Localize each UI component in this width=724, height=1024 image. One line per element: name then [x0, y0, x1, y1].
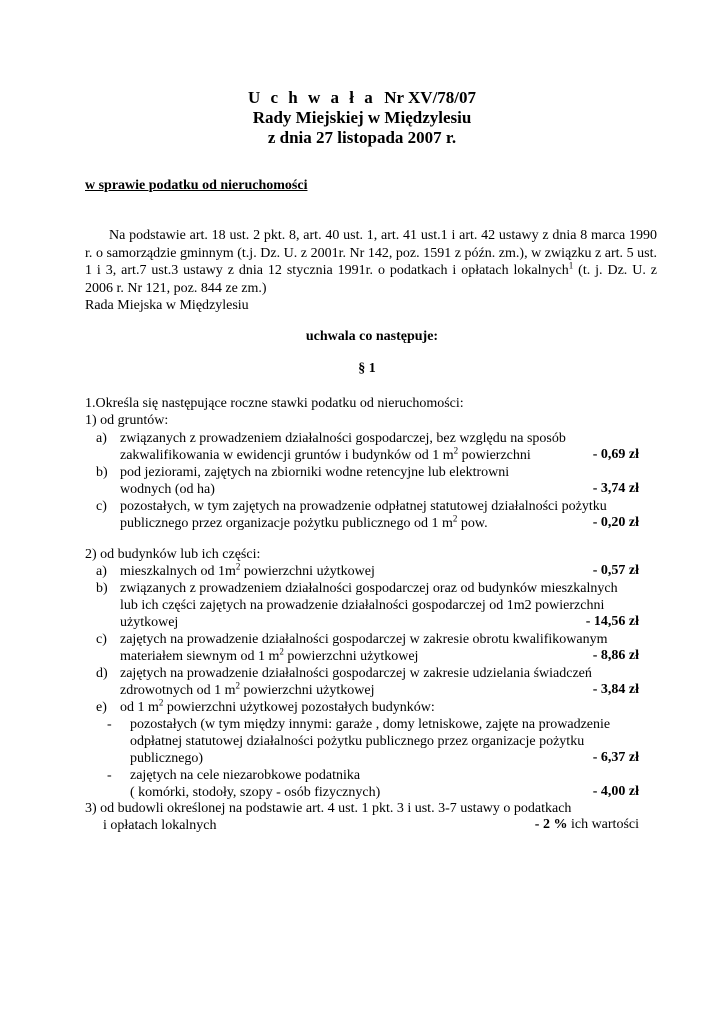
buildings-a-marker: a): [96, 564, 107, 579]
footnote-mark: 1: [568, 260, 574, 271]
resolution-number: Nr XV/78/07: [384, 88, 477, 107]
resolution-date: z dnia 27 listopada 2007 r.: [267, 128, 457, 147]
buildings-c-amount: - 8,86 zł: [592, 648, 639, 663]
buildings-b-amount: - 14,56 zł: [585, 614, 639, 629]
buildings-c-text: materiałem siewnym od 1 m: [120, 649, 280, 664]
buildings-e1-line1: pozostałych (w tym między innymi: garaże , domy letniskowe, zajęte na prowadzenie: [130, 717, 611, 732]
land-c-sup: 2: [452, 513, 458, 524]
buildings-d-line1: zajętych na prowadzenie działalności gospodarczej w zakresie udzielania świadczeń: [120, 666, 592, 681]
land-c-line2-text: publicznego przez organizacje pożytku publicznego od 1 m: [120, 516, 453, 531]
resolves-heading: uchwala co następuje:: [305, 329, 439, 344]
land-a-sup: 2: [453, 445, 459, 456]
council-line: Rada Miejska w Międzylesiu: [85, 298, 249, 313]
buildings-e-line1: [120, 699, 435, 716]
land-a-line2-text: zakwalifikowania w ewidencji gruntów i budynków od 1 m: [120, 448, 454, 463]
buildings-c-tail: powierzchni użytkowej: [283, 649, 419, 664]
land-heading: 1) od gruntów:: [85, 413, 169, 428]
buildings-a-line1: [120, 563, 375, 580]
buildings-c-sup: 2: [279, 646, 284, 657]
resolution-title: [0, 88, 724, 108]
land-b-line2: wodnych (od ha): [120, 482, 215, 497]
buildings-e-tail: powierzchni użytkowej pozostałych budynków:: [163, 700, 435, 715]
buildings-e-sup: 2: [158, 697, 164, 708]
buildings-a-sup: 2: [235, 561, 241, 572]
buildings-c-marker: c): [96, 632, 107, 647]
buildings-d-sup: 2: [235, 680, 240, 691]
preamble-text-tail: (t. j. Dz. U. z 2006 r. Nr 121, poz. 844 ze zm.): [85, 263, 657, 296]
buildings-e1-line3: publicznego): [130, 751, 204, 766]
land-b-line1: pod jeziorami, zajętych na zbiorniki wodne retencyjne lub elektrowni: [120, 465, 510, 480]
buildings-d-marker: d): [96, 666, 108, 681]
buildings-b-marker: b): [96, 581, 108, 596]
buildings-a-amount: - 0,57 zł: [592, 563, 639, 578]
structures-rate: - 2 %: [534, 817, 568, 832]
structures-rate-tail: ich wartości: [567, 817, 639, 832]
buildings-e2-line1: zajętych na cele niezarobkowe podatnika: [130, 768, 361, 783]
preamble-paragraph: [85, 227, 657, 297]
land-c-amount: - 0,20 zł: [592, 515, 639, 530]
rates-intro: 1.Określa się następujące roczne stawki podatku od nieruchomości:: [85, 396, 464, 411]
buildings-d-amount: - 3,84 zł: [592, 682, 639, 697]
buildings-heading: 2) od budynków lub ich części:: [85, 547, 261, 562]
preamble-text: Na podstawie art. 18 ust. 2 pkt. 8, art. 40 ust. 1, art. 41 ust.1 i art. 42 ustawy z dnia 8 marca 1990 r. o samorządzie gminnym (t.j. Dz. U. z 2001r. Nr 142, poz. 1591 z późn. zm.), w związku z art. 5 ust. 1 i 3, art.7 ust.3 ustawy z dnia 12 stycznia 1991r. o podatkach i opłatach lokalnych: [85, 228, 657, 278]
structures-line2: i opłatach lokalnych: [103, 818, 217, 833]
buildings-c-line2: [120, 648, 418, 665]
land-a-line2-tail: powierzchni: [458, 448, 531, 463]
land-c-line2-tail: pow.: [457, 516, 488, 531]
land-c-line1: pozostałych, w tym zajętych na prowadzenie odpłatnej statutowej działalności pożytku: [120, 499, 607, 514]
structures-line1: 3) od budowli określonej na podstawie art. 4 ust. 1 pkt. 3 i ust. 3-7 ustawy o podatkach: [85, 801, 572, 816]
buildings-a-tail: powierzchni użytkowej: [240, 564, 375, 579]
buildings-a-text: mieszkalnych od 1m: [120, 564, 236, 579]
land-c-marker: c): [96, 499, 107, 514]
buildings-e2-amount: - 4,00 zł: [592, 784, 639, 799]
structures-amount: [535, 817, 639, 833]
buildings-e2-line2: ( komórki, stodoły, szopy - osób fizycznych): [130, 785, 381, 800]
section-heading: § 1: [358, 361, 376, 376]
buildings-e1-line2: odpłatnej statutowej działalności pożytku publicznego przez organizacje pożytku: [130, 734, 585, 749]
buildings-b-line2: lub ich części zajętych na prowadzenie działalności gospodarczej od 1m2 powierzchni: [120, 598, 605, 613]
buildings-b-line3: użytkowej: [120, 615, 179, 630]
buildings-c-line1: zajętych na prowadzenie działalności gospodarczej w zakresie obrotu kwalifikowanym: [120, 632, 608, 647]
title-word: U c h w a ł a: [247, 88, 376, 107]
resolution-subject: w sprawie podatku od nieruchomości: [85, 178, 308, 193]
land-b-marker: b): [96, 465, 108, 480]
buildings-e2-dash: -: [107, 768, 112, 783]
buildings-e1-dash: -: [107, 717, 112, 732]
buildings-b-line1: związanych z prowadzeniem działalności gospodarczej oraz od budynków mieszkalnych: [120, 581, 618, 596]
buildings-e-text: od 1 m: [120, 700, 159, 715]
land-a-marker: a): [96, 431, 107, 446]
buildings-d-tail: powierzchni użytkowej: [239, 683, 375, 698]
land-a-line1: związanych z prowadzeniem działalności gospodarczej, bez względu na sposób: [120, 431, 566, 446]
land-a-amount: - 0,69 zł: [592, 447, 639, 462]
buildings-d-text: zdrowotnych od 1 m: [120, 683, 236, 698]
land-a-line2: [120, 447, 531, 464]
buildings-e1-amount: - 6,37 zł: [592, 750, 639, 765]
buildings-e-marker: e): [96, 700, 107, 715]
land-b-amount: - 3,74 zł: [592, 481, 639, 496]
land-c-line2: [120, 515, 488, 532]
council-name: Rady Miejskiej w Międzylesiu: [252, 108, 472, 127]
